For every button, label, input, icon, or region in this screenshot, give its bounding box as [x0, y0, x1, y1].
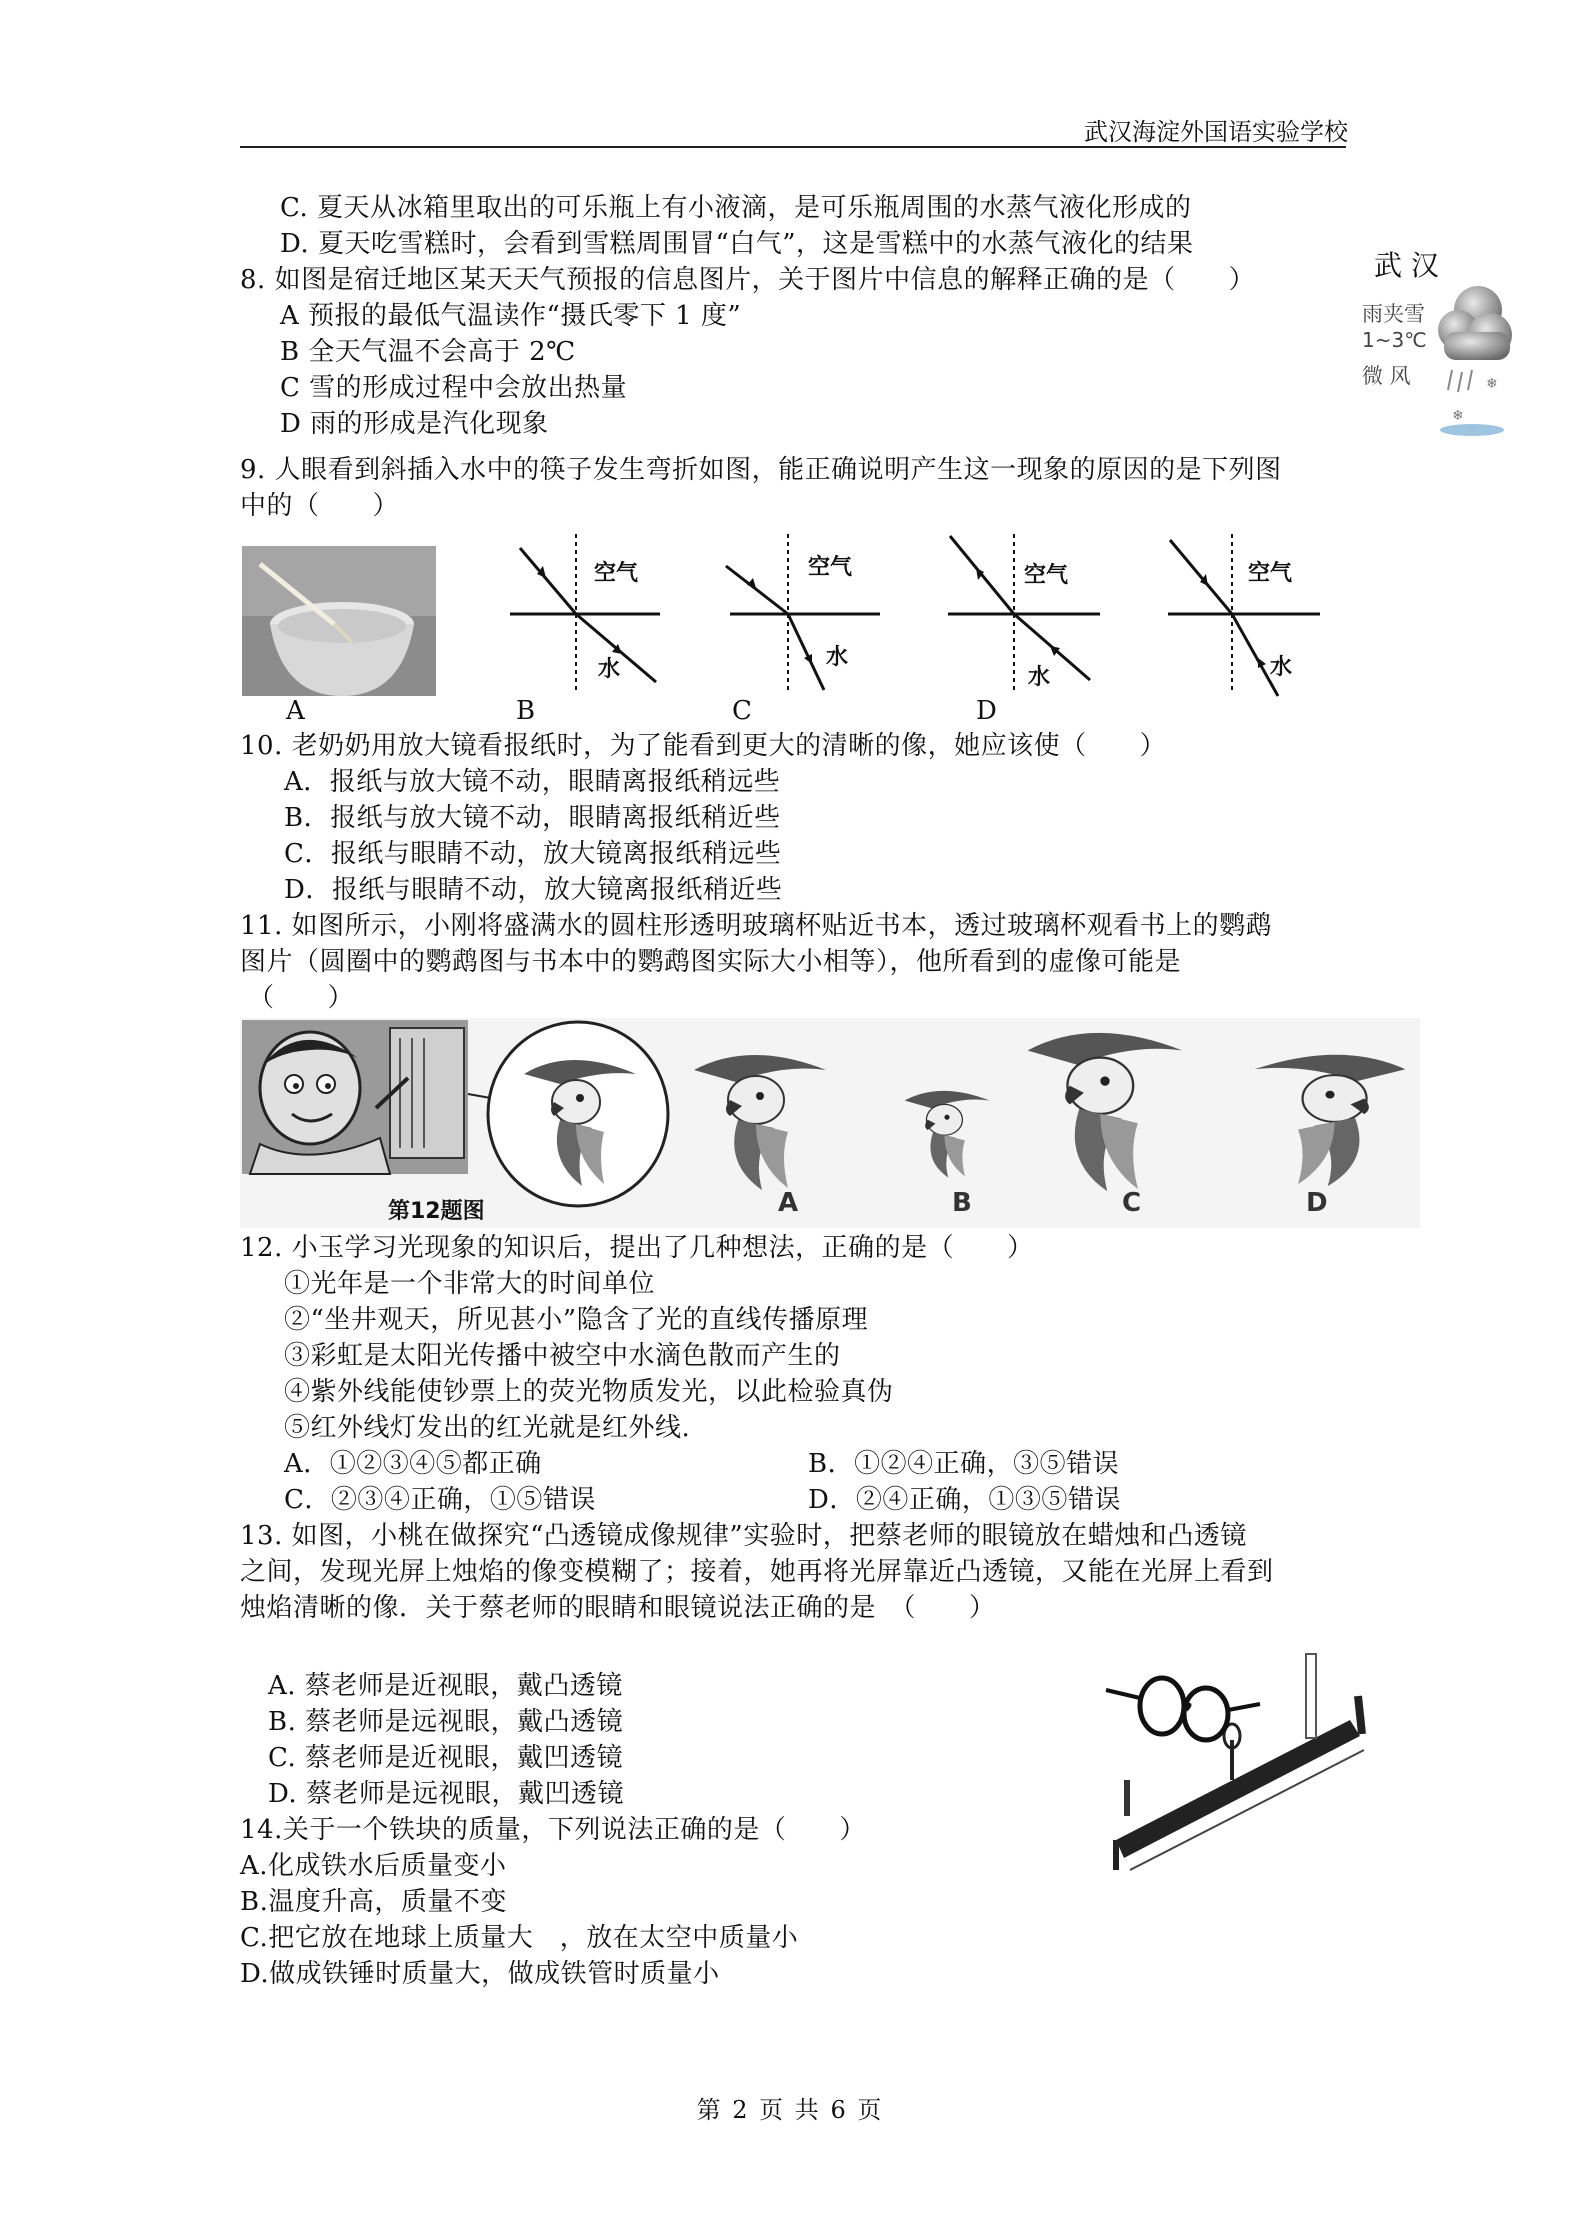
q13-option-b: B. 蔡老师是远视眼，戴凸透镜	[268, 1707, 624, 1737]
parrot-image-figure	[240, 1018, 1420, 1228]
water-label-d: 水	[1028, 665, 1051, 690]
q11-stem-line1: 11. 如图所示，小刚将盛满水的圆柱形透明玻璃杯贴近书本，透过玻璃杯观看书上的鹦鹉	[240, 911, 1273, 941]
q8-option-a: A 预报的最低气温读作“摄氏零下 1 度”	[280, 301, 742, 331]
q10-option-c: C．报纸与眼睛不动，放大镜离报纸稍远些	[284, 839, 782, 869]
q13-option-a: A. 蔡老师是近视眼，戴凸透镜	[268, 1671, 623, 1701]
rain-snow-cloud-icon	[1430, 280, 1515, 445]
optical-bench-glasses-figure	[1100, 1640, 1380, 1876]
q11-label-d: D	[1306, 1188, 1328, 1218]
svg-text:❄: ❄	[1452, 408, 1464, 424]
q11-label-c: C	[1122, 1188, 1142, 1218]
q10-option-a: A．报纸与放大镜不动，眼睛离报纸稍远些	[284, 767, 781, 797]
svg-text:❄: ❄	[1486, 376, 1498, 392]
parrot-option-c-icon	[1020, 1020, 1190, 1196]
weather-forecast-figure	[1360, 240, 1510, 450]
water-label-e: 水	[1270, 655, 1293, 680]
q12-option-c: C．②③④正确，①⑤错误	[284, 1485, 596, 1515]
q7-option-d: D. 夏天吃雪糕时，会看到雪糕周围冒“白气”，这是雪糕中的水蒸气液化的结果	[280, 229, 1194, 259]
q13-option-d: D. 蔡老师是远视眼，戴凹透镜	[268, 1779, 624, 1809]
q12-item-3: ③彩虹是太阳光传播中被空中水滴色散而产生的	[284, 1341, 841, 1371]
q12-option-d: D．②④正确，①③⑤错误	[808, 1485, 1121, 1515]
q13-stem-line1: 13. 如图，小桃在做探究“凸透镜成像规律”实验时，把蔡老师的眼镜放在蜡烛和凸透镜	[240, 1521, 1247, 1551]
weather-temperature: 1~3℃	[1362, 328, 1427, 352]
q12-option-b: B．①②④正确，③⑤错误	[808, 1449, 1120, 1479]
weather-wind: 微 风	[1362, 364, 1411, 388]
q7-option-c: C. 夏天从冰箱里取出的可乐瓶上有小液滴，是可乐瓶周围的水蒸气液化形成的	[280, 193, 1192, 223]
weather-condition: 雨夹雪	[1362, 302, 1425, 326]
air-label-e: 空气	[1248, 561, 1293, 586]
q14-option-a: A.化成铁水后质量变小	[240, 1851, 507, 1881]
parrot-option-b-icon	[902, 1082, 992, 1182]
q10-option-d: D．报纸与眼睛不动，放大镜离报纸稍近些	[284, 875, 783, 905]
air-label-c: 空气	[808, 555, 853, 580]
weather-city: 武 汉	[1374, 249, 1439, 282]
q14-option-c: C.把它放在地球上质量大 ，放在太空中质量小	[240, 1923, 799, 1953]
q12-stem: 12. 小玉学习光现象的知识后，提出了几种想法，正确的是（ ）	[240, 1233, 1034, 1263]
q9-label-a: A	[286, 696, 305, 726]
parrot-option-d-icon	[1250, 1044, 1410, 1190]
q8-option-c: C 雪的形成过程中会放出热量	[280, 373, 628, 403]
header-rule	[240, 146, 1346, 148]
q11-label-b: B	[952, 1188, 972, 1218]
q11-stem-line2: 图片（圆圈中的鹦鹉图与书本中的鹦鹉图实际大小相等），他所看到的虚像可能是	[240, 947, 1182, 977]
q12-item-2: ②“坐井观天，所见甚小”隐含了光的直线传播原理	[284, 1305, 869, 1335]
parrot-original-icon	[520, 1050, 640, 1190]
page-number: 第 2 页 共 6 页	[696, 2096, 884, 2124]
q12-item-1: ①光年是一个非常大的时间单位	[284, 1269, 656, 1299]
q8-option-b: B 全天气温不会高于 2℃	[280, 337, 576, 367]
air-label-d: 空气	[1024, 563, 1069, 588]
air-label-b: 空气	[594, 561, 639, 586]
refraction-diagram-b	[500, 530, 670, 698]
q9-stem-line1: 9. 人眼看到斜插入水中的筷子发生弯折如图，能正确说明产生这一现象的原因的是下列图	[240, 455, 1282, 485]
q11-stem-line3: （ ）	[248, 983, 355, 1013]
q8-option-d: D 雨的形成是汽化现象	[280, 409, 549, 439]
q14-option-b: B.温度升高，质量不变	[240, 1887, 507, 1917]
refraction-diagram-d	[940, 530, 1110, 698]
q11-label-a: A	[778, 1188, 799, 1218]
refraction-diagram-c	[720, 530, 890, 698]
q9-label-d: D	[976, 696, 997, 726]
q9-label-c: C	[732, 696, 752, 726]
q12-item-4: ④紫外线能使钞票上的荧光物质发光，以此检验真伪	[284, 1377, 894, 1407]
q11-figure-caption: 第12题图	[388, 1199, 485, 1224]
q10-stem: 10. 老奶奶用放大镜看报纸时，为了能看到更大的清晰的像，她应该使（ ）	[240, 731, 1167, 761]
water-label-b: 水	[598, 657, 621, 682]
q14-option-d: D.做成铁锤时质量大，做成铁管时质量小	[240, 1959, 720, 1989]
q10-option-b: B．报纸与放大镜不动，眼睛离报纸稍近些	[284, 803, 781, 833]
q13-option-c: C. 蔡老师是近视眼，戴凹透镜	[268, 1743, 623, 1773]
parrot-option-a-icon	[690, 1044, 830, 1194]
q12-item-5: ⑤红外线灯发出的红光就是红外线.	[284, 1413, 691, 1443]
refraction-diagram-e	[1160, 530, 1330, 698]
q12-option-a: A．①②③④⑤都正确	[284, 1449, 542, 1479]
q9-stem-line2: 中的（ ）	[240, 491, 400, 521]
water-label-c: 水	[826, 645, 849, 670]
q9-label-b: B	[516, 696, 536, 726]
q13-stem-line3: 烛焰清晰的像．关于蔡老师的眼睛和眼镜说法正确的是 （ ）	[240, 1593, 996, 1623]
q14-stem: 14.关于一个铁块的质量，下列说法正确的是（ ）	[240, 1815, 866, 1845]
chopstick-in-water-photo	[242, 546, 436, 696]
q8-stem: 8. 如图是宿迁地区某天天气预报的信息图片，关于图片中信息的解释正确的是（ ）	[240, 265, 1256, 295]
q13-stem-line2: 之间，发现光屏上烛焰的像变模糊了；接着，她再将光屏靠近凸透镜，又能在光屏上看到	[240, 1557, 1274, 1587]
school-name: 武汉海淀外国语实验学校	[1084, 118, 1348, 146]
